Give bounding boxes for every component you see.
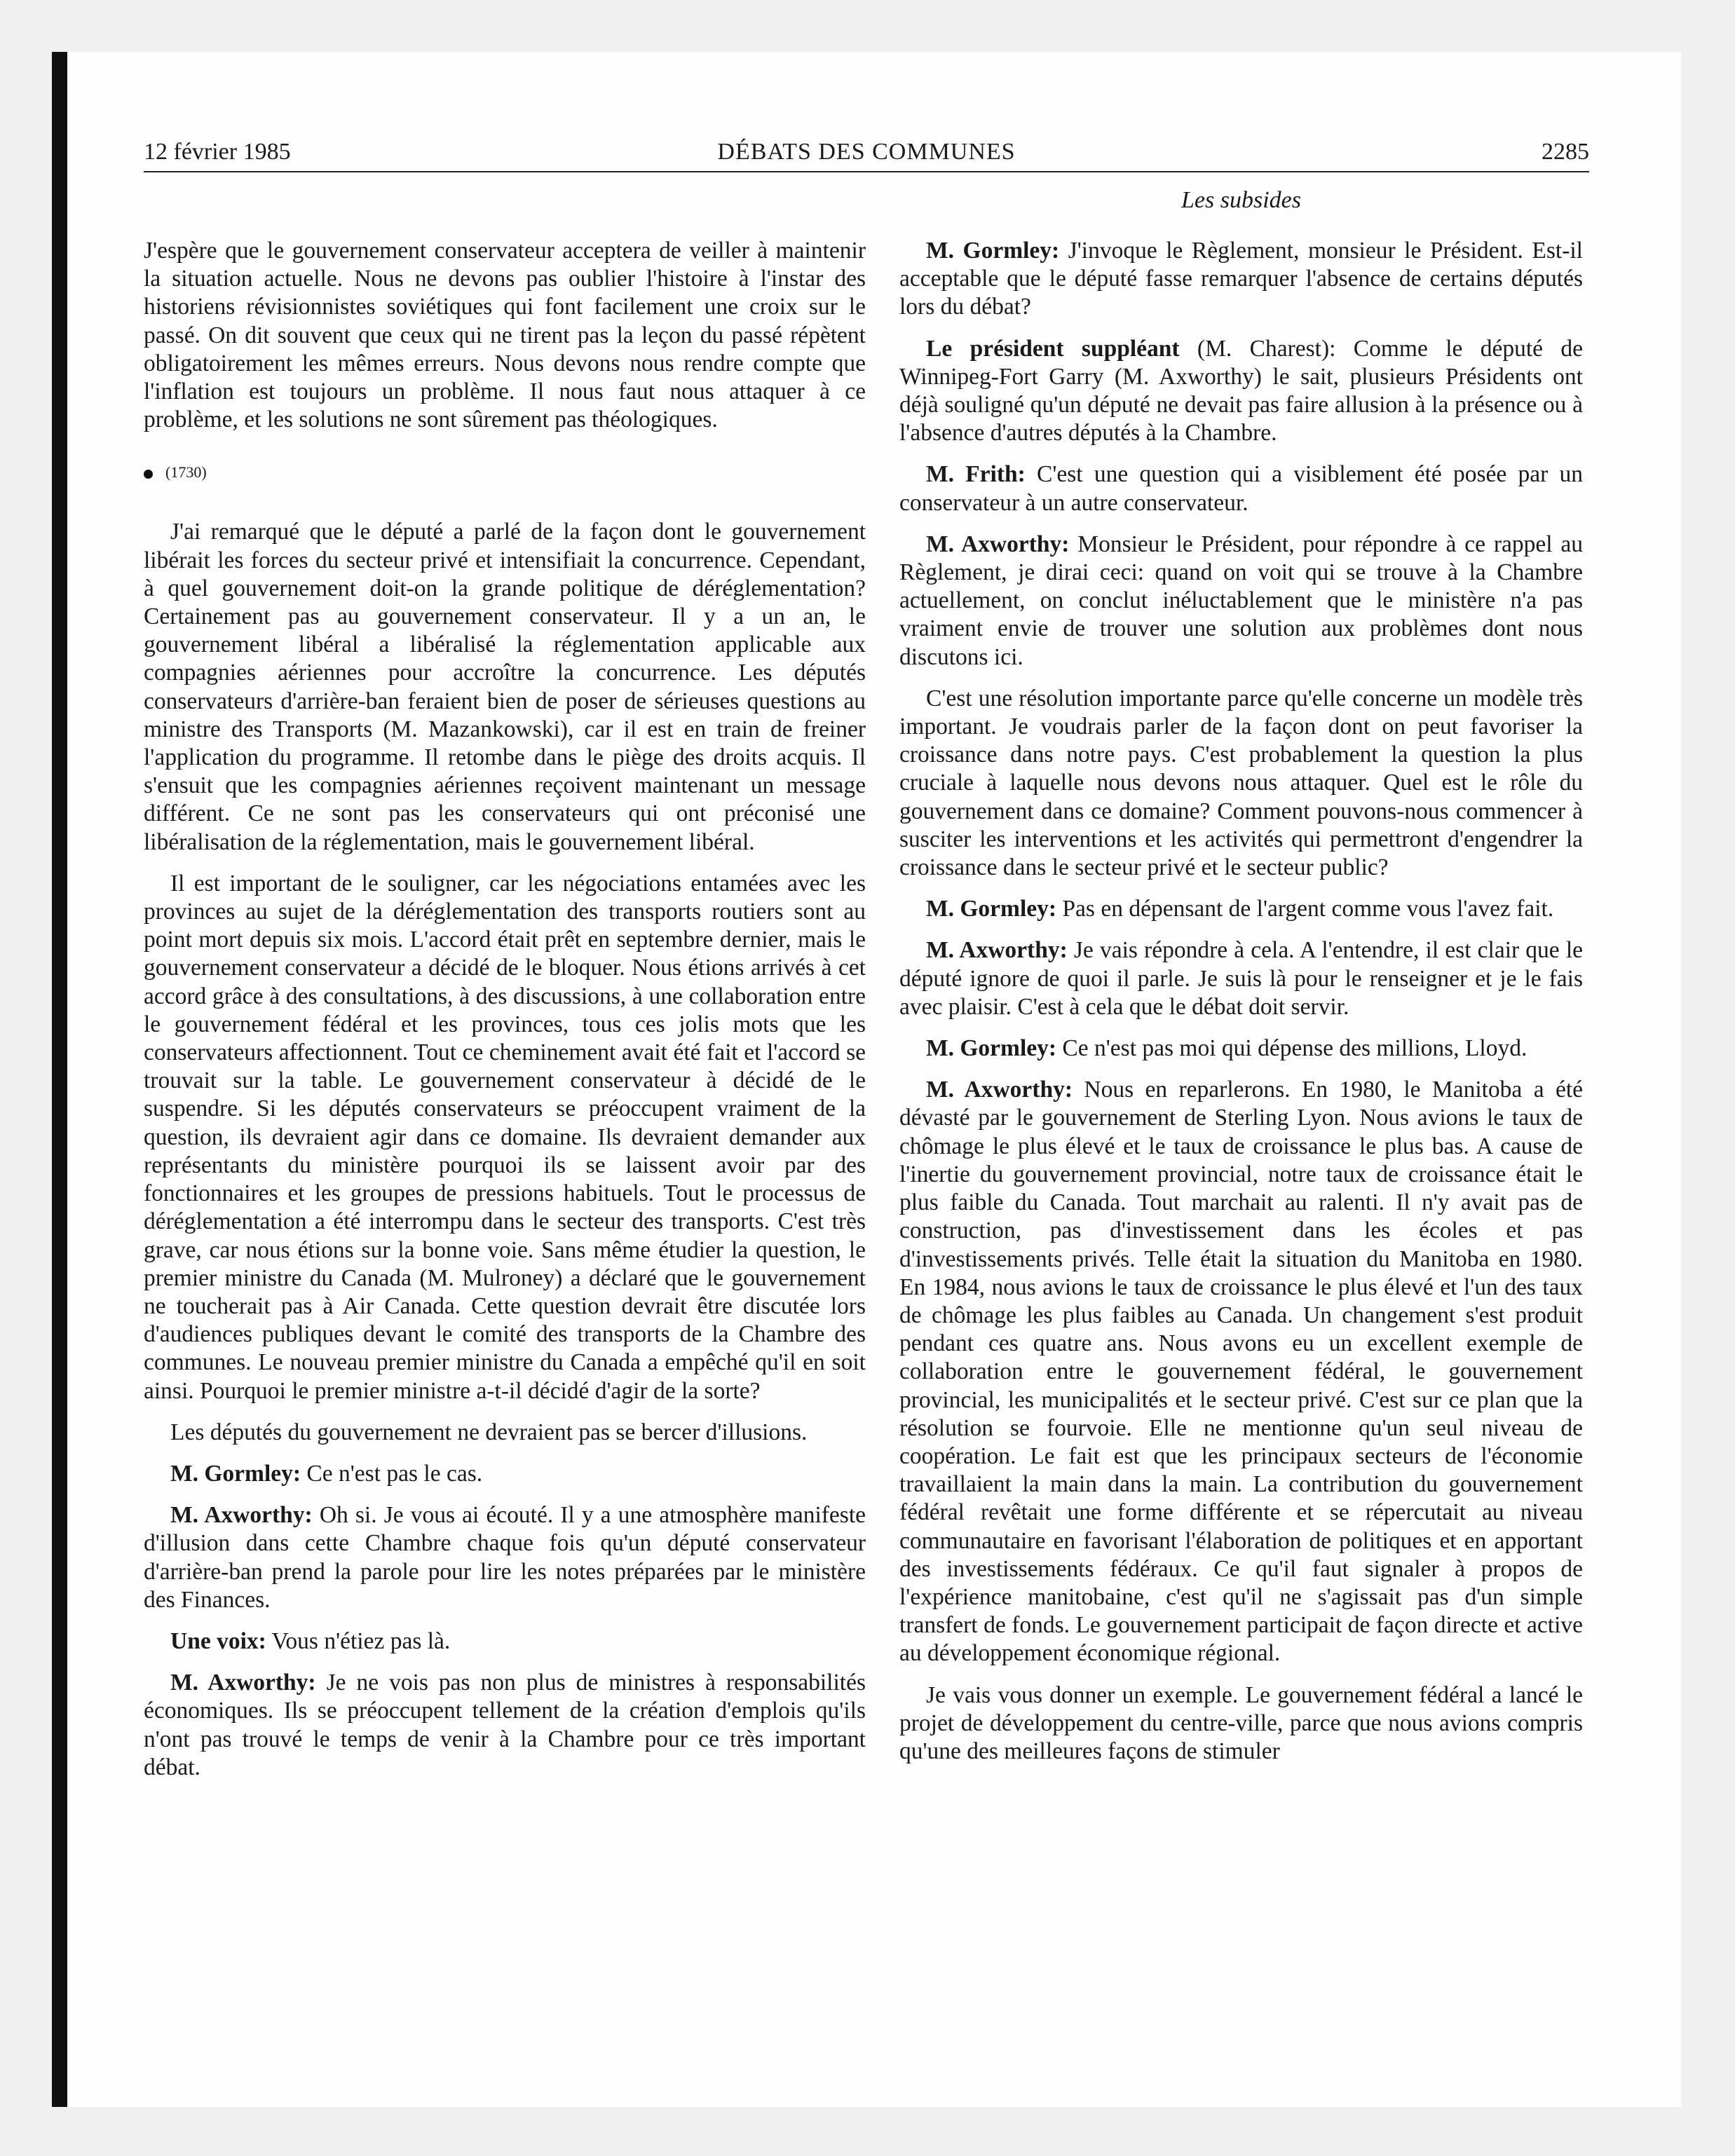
- speech-text: Je ne vois pas non plus de ministres à responsabilités économiques. Ils se préoccupent tellement de la création d'emplois qu'ils n'ont pas trouvé le temps de venir à la Chambre pour ce très important débat.: [144, 1670, 866, 1780]
- speech-text: Je vais répondre à cela. A l'entendre, il est clair que le député ignore de quoi il parle. Je suis là pour le renseigner et je le fais avec plaisir. C'est à cela que le débat doit servir.: [899, 937, 1584, 1020]
- speech-text: Oh si. Je vous ai écouté. Il y a une atmosphère manifeste d'illusion dans cette Chambre chaque fois qu'un député conservateur d'arrière-ban prend la parole pour lire les notes préparées par le ministère des Finances.: [144, 1502, 866, 1613]
- speech: [899, 237, 1583, 322]
- speech: [899, 460, 1583, 517]
- speaker-name: M. Frith:: [926, 461, 1026, 488]
- paragraph: Il est important de le souligner, car les négociations entamées avec les provinces au sujet de la déréglementation des transports routiers sont au point mort depuis six mois. L'accord était prêt en septembre dernier, mais le gouvernement conservateur a décidé de le bloquer. Nous étions arrivés à cet accord grâce à des consultations, à des discussions, à une collaboration entre le gouvernement fédéral et les provinces, tous ces jolis mots que les conservateurs affectionnent. Tout ce cheminement avait été fait et l'accord se trouvait sur la table. Le gouvernement conservateur à décidé de le suspendre. Si les députés conservateurs se préoccupent vraiment de la question, ils devraient agir dans ce domaine. Ils devraient demander aux représentants du ministère pourquoi ils se laissent avoir par des fonctionnaires et les groupes de pressions habituels. Tout le processus de déréglementation a été interrompu dans le secteur des transports. C'est très grave, car nous étions sur la bonne voie. Sans même étudier la question, le premier ministre du Canada (M. Mulroney) a déclaré que le gouvernement ne toucherait pas à Air Canada. Cette question devrait être discutée lors d'audiences publiques devant le comité des transports de la Chambre des communes. Le nouveau premier ministre du Canada a empêché qu'il en soit ainsi. Pourquoi le premier ministre a-t-il décidé d'agir de la sorte?: [144, 870, 866, 1404]
- header-page-number: 2285: [1542, 139, 1589, 165]
- speaker-name: M. Axworthy:: [926, 531, 1070, 557]
- scan-binding-edge: [52, 52, 67, 2107]
- speaker-name: M. Axworthy:: [926, 937, 1068, 964]
- speech-text: Monsieur le Président, pour répondre à ce rappel au Règlement, je dirai ceci: quand on voit qui se trouve à la Chambre actuellement, on conclut inéluctablement que le ministère n'a pas vraiment envie de trouver une solution aux problèmes dont nous discutons ici.: [899, 531, 1584, 670]
- speech-text: Nous en reparlerons. En 1980, le Manitoba a été dévasté par le gouvernement de Sterling Lyon. Nous avions le taux de chômage le plus élevé et le taux de croissance le plus bas. A cause de l'inertie du gouvernement provincial, notre taux de croissance était le plus faible du Canada. Tout marchait au ralenti. Il n'y avait pas de construction, pas d'investissement dans les écoles et pas d'investissements privés. Telle était la situation du Manitoba en 1980. En 1984, nous avions le taux de croissance le plus élevé et l'un des taux de chômage les plus faibles au Canada. Un changement s'est produit pendant ces quatre ans. Nous avons eu un excellent exemple de collaboration entre le gouvernement fédéral, le gouvernement provincial, les municipalités et le secteur privé. C'est sur ce plan que la résolution se fourvoie. Elle ne mentionne qu'un seul niveau de coopération. Le fait est que les principaux secteurs de l'économie travaillaient la main dans la main. La contribution du gouvernement fédéral revêtait une forme différente et se répercutait au niveau communautaire en favorisant l'élaboration de politiques et en apportant des investissements fédéraux. Ce qu'il faut signaler à propos de l'expérience manitobaine, c'est qu'il ne s'agissait pas d'un simple transfert de fonds. Le gouvernement participait de façon directe et active au développement économique régional.: [899, 1077, 1584, 1667]
- speech: [144, 1460, 866, 1488]
- speech: [144, 1669, 866, 1782]
- speaker-name: M. Gormley:: [170, 1460, 301, 1487]
- page-header: [144, 139, 1589, 172]
- speaker-name: M. Gormley:: [926, 896, 1057, 922]
- time-stamp-label: (1730): [165, 463, 207, 482]
- speech: [899, 531, 1583, 671]
- speech: [899, 1076, 1583, 1667]
- speech-text: Comme le député de Winnipeg-Fort Garry (M. Axworthy) le sait, plusieurs Présidents ont déjà souligné qu'un député ne devait pas faire allusion à la présence ou à l'absence d'autres députés à la Chambre.: [899, 335, 1583, 446]
- speech: [144, 1501, 866, 1614]
- speech-text: Ce n'est pas moi qui dépense des millions, Lloyd.: [1056, 1035, 1528, 1062]
- paragraph: C'est une résolution importante parce qu'elle concerne un modèle très important. Je voudrais parler de la façon dont on peut favoriser la croissance dans notre pays. C'est probablement la question la plus cruciale à laquelle nous devons nous attaquer. Quel est le rôle du gouvernement dans ce domaine? Comment pouvons-nous commencer à susciter les interventions et les activités qui permettront d'engendrer la croissance dans le secteur privé et le secteur public?: [899, 685, 1583, 881]
- speaker-name: Le président suppléant: [926, 335, 1180, 362]
- speech-text: Pas en dépensant de l'argent comme vous l'avez fait.: [1056, 896, 1554, 922]
- section-title: Les subsides: [1181, 187, 1301, 213]
- speech-text: Vous n'étiez pas là.: [266, 1628, 451, 1654]
- speaker-name: M. Axworthy:: [170, 1670, 316, 1696]
- header-title: DÉBATS DES COMMUNES: [717, 139, 1016, 165]
- speech: [899, 335, 1583, 448]
- speaker-name: M. Axworthy:: [926, 1077, 1073, 1103]
- speech-text: J'invoque le Règlement, monsieur le Président. Est-il acceptable que le député fasse remarquer l'absence de certains députés lors du débat?: [899, 238, 1583, 320]
- paragraph: J'ai remarqué que le député a parlé de la façon dont le gouvernement libérait les forces du secteur privé et intensifiait la concurrence. Cependant, à quel gouvernement doit-on la grande politique de déréglementation? Certainement pas au gouvernement conservateur. Il y a un an, le gouvernement libéral a libéralisé la réglementation applicable aux compagnies aériennes pour accroître la concurrence. Les députés conservateurs d'arrière-ban feraient bien de poser de sérieuses questions au ministre des Transports (M. Mazankowski), car il est en train de freiner l'application du programme. Il retombe dans le piège des droits acquis. Il s'ensuit que les compagnies aériennes reçoivent maintenant un message différent. Ce ne sont pas les conservateurs qui ont préconisé une libéralisation de la réglementation, mais le gouvernement libéral.: [144, 519, 866, 855]
- speech-text: C'est une question qui a visiblement été posée par un conservateur à un autre conservateur.: [899, 461, 1583, 516]
- speech-text: Ce n'est pas le cas.: [301, 1460, 483, 1487]
- right-column: [899, 237, 1583, 1779]
- left-column: [144, 237, 866, 1795]
- speaker-name: M. Axworthy:: [170, 1502, 313, 1529]
- speaker-name: M. Gormley:: [926, 238, 1060, 264]
- paragraph: J'espère que le gouvernement conservateur acceptera de veiller à maintenir la situation actuelle. Nous ne devons pas oublier l'histoire à l'instar des historiens révisionnistes soviétiques qui font facilement une croix sur le passé. On dit souvent que ceux qui ne tirent pas la leçon du passé répètent obligatoirement les mêmes erreurs. Nous devons nous rendre compte que l'inflation est toujours un problème. Il nous faut nous attaquer à ce problème, et les solutions ne sont sûrement pas théologiques.: [144, 238, 866, 433]
- bullet-icon: [144, 470, 153, 479]
- time-stamp: [144, 463, 866, 482]
- speech: [899, 936, 1583, 1021]
- speaker-name: M. Gormley:: [926, 1035, 1057, 1062]
- paragraph: Je vais vous donner un exemple. Le gouvernement fédéral a lancé le projet de développement du centre-ville, parce que nous avions compris qu'une des meilleures façons de stimuler: [899, 1681, 1583, 1764]
- paragraph: Les députés du gouvernement ne devraient pas se bercer d'illusions.: [170, 1419, 808, 1445]
- speech: [899, 895, 1583, 923]
- speech: [144, 1628, 866, 1656]
- speaker-name: Une voix:: [170, 1628, 266, 1654]
- header-date: 12 février 1985: [144, 139, 291, 165]
- speech: [899, 1035, 1583, 1063]
- speaker-riding: (M. Charest):: [1179, 335, 1336, 362]
